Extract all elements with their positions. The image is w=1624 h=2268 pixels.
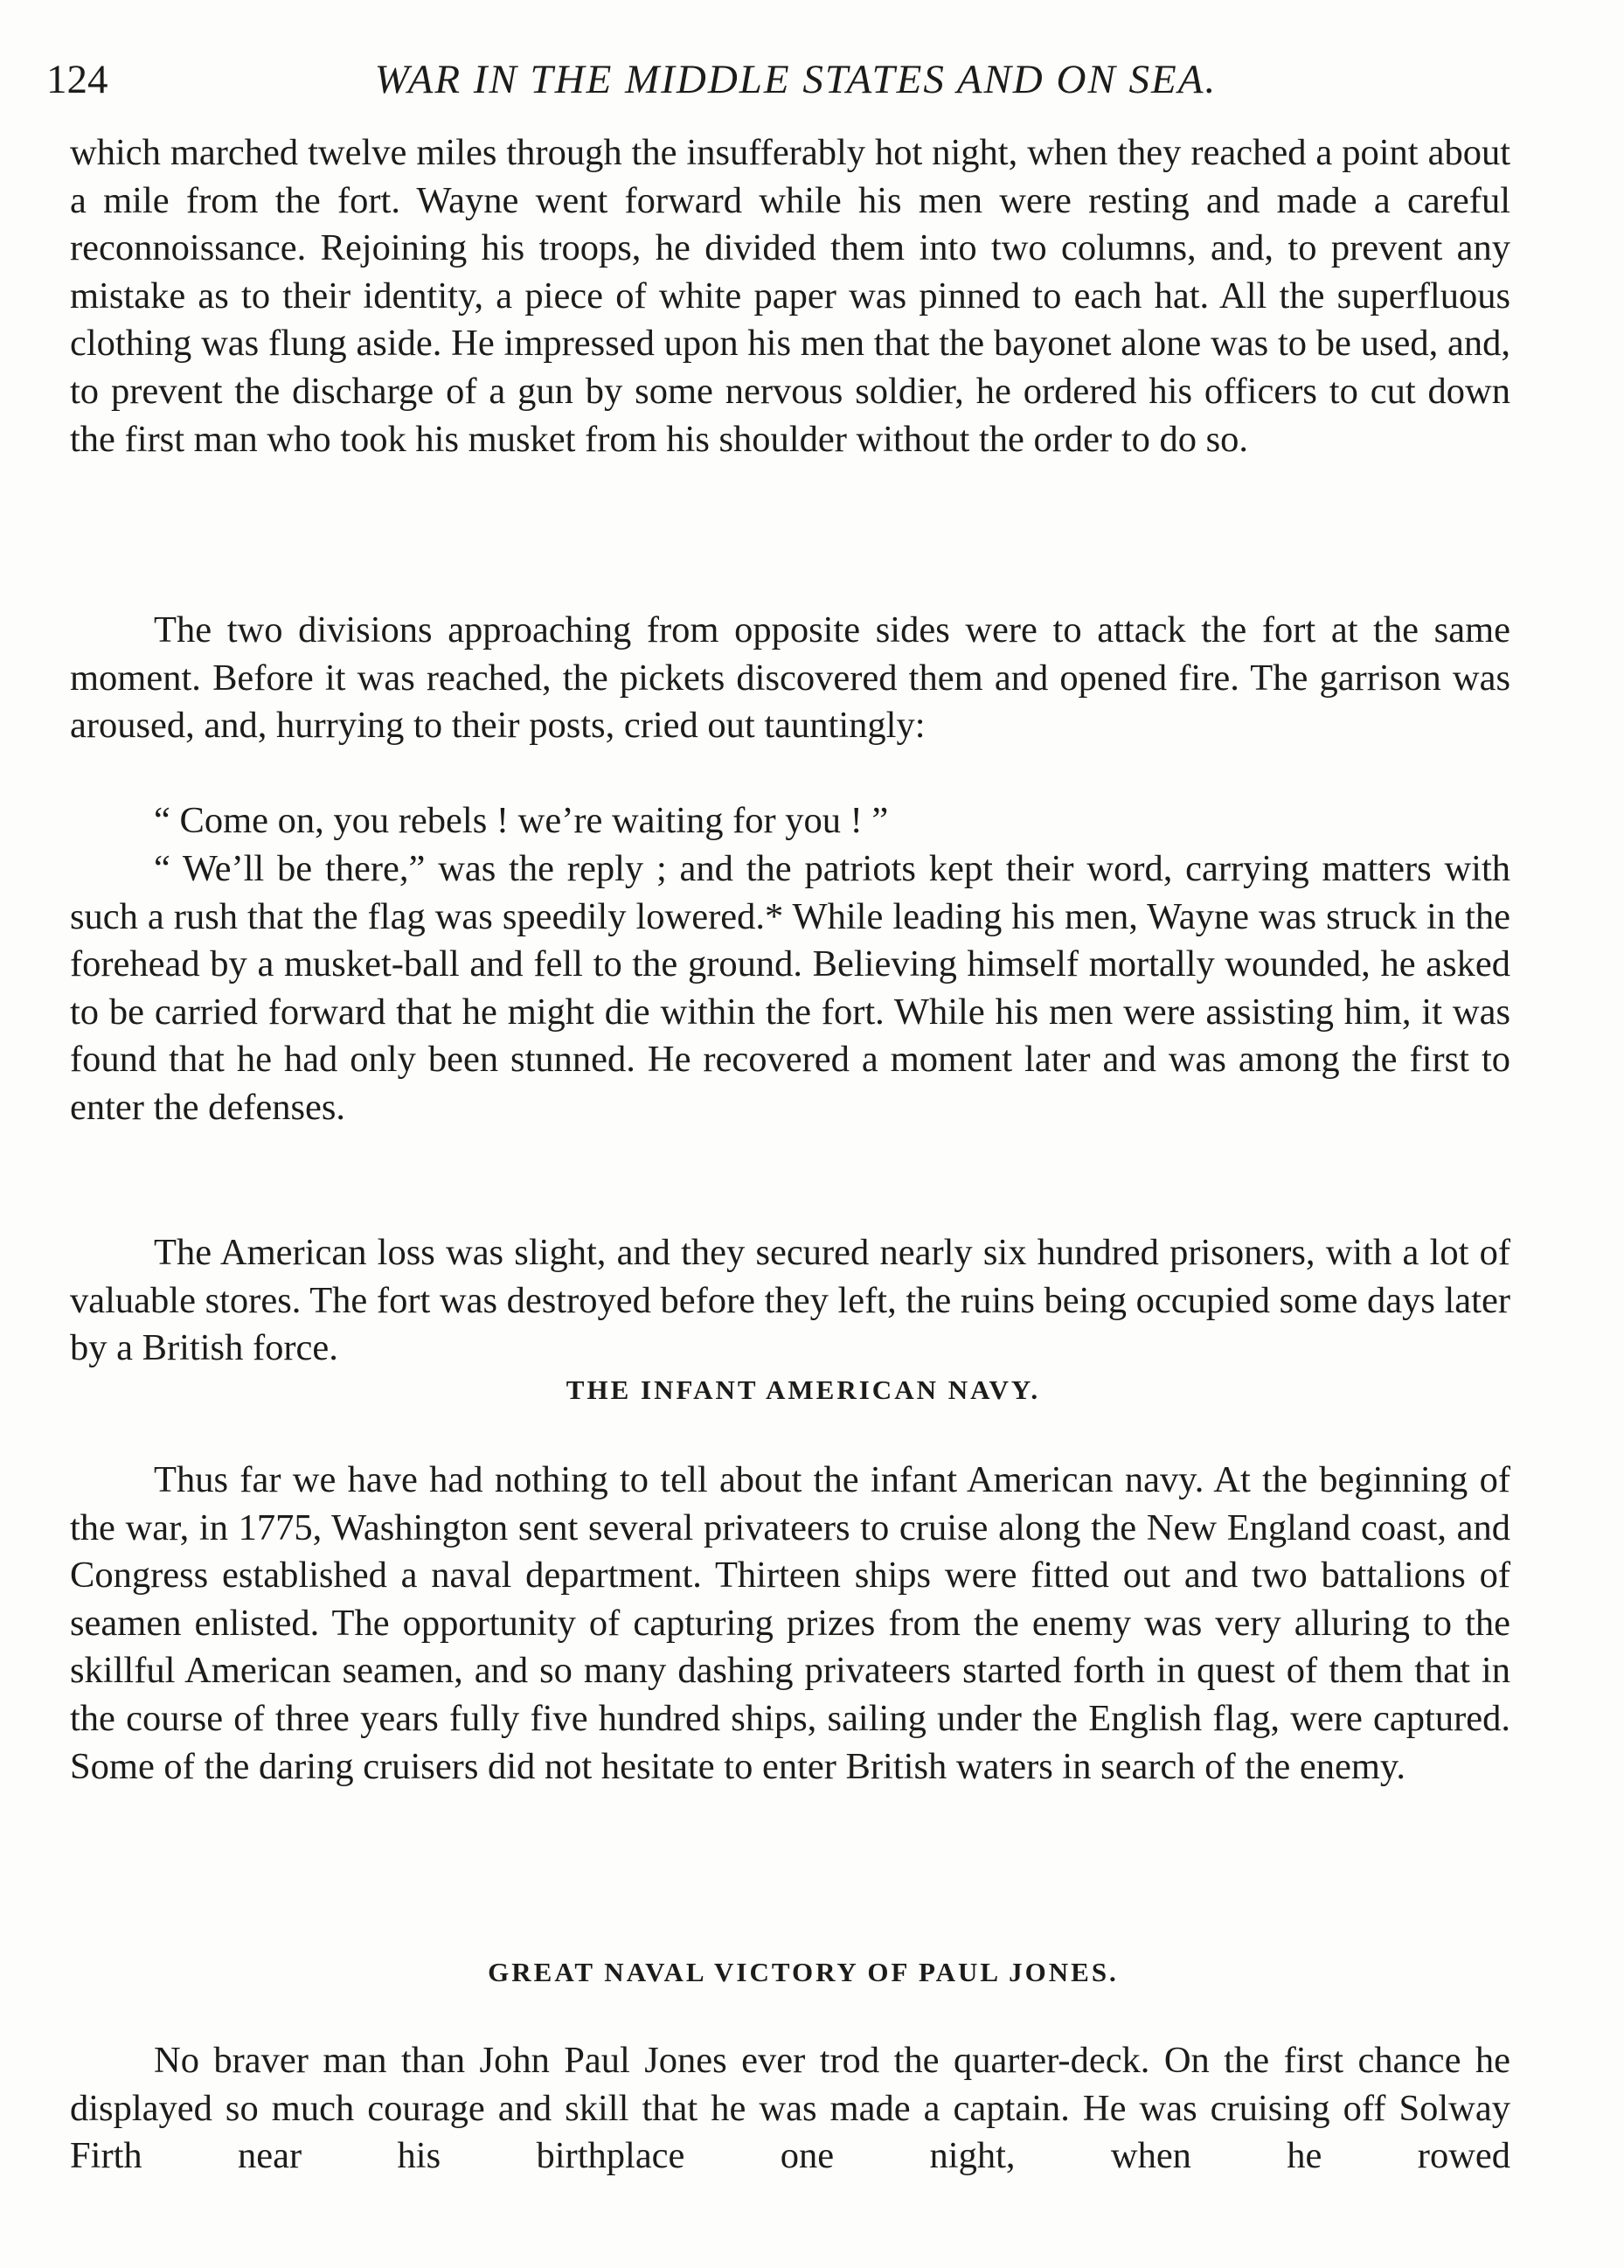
paragraph-divisions-attack: The two divisions approaching from opposite sides were to attack the fort at the same moment. Before it was reached, the pickets discovered them and opened fire. The garrison was aroused, and, hurrying to their posts, cried out tauntingly:: [70, 609, 1510, 747]
paragraph-infant-navy: Thus far we have had nothing to tell about the infant American navy. At the beginning of the war, in 1775, Washington sent several privateers to cruise along the New England coast, and Congress established a naval department. Thirteen ships were fitted out and two battalions of seamen enlisted. The opportunity of capturing prizes from the enemy was very alluring to the skillful American seamen, and so many dashing privateers started forth in quest of them that in the course of three years fully five hundred ships, sailing under the English flag, were captured. Some of the daring cruisers did not hesitate to enter British waters in search of the enemy.: [70, 1459, 1510, 1787]
paragraph-patriots-reply: “ We’ll be there,” was the reply ; and the patriots kept their word, carrying matters with such a rush that the flag was speedily lowered.* While leading his men, Wayne was struck in the forehead by a musket-ball and fell to the ground. Believing himself mortally wounded, he asked to be carried forward that he might die within the fort. While his men were assisting him, it was found that he had only been stunned. He recovered a moment later and was among the first to enter the defenses.: [70, 848, 1510, 1128]
section-heading-infant-navy: THE INFANT AMERICAN NAVY.: [566, 1374, 1041, 1405]
paragraph-paul-jones: No braver man than John Paul Jones ever trod the quarter-deck. On the first chance he displayed so much courage and skill that he was made a captain. He was cruising off Solway Firth near his birthplace one night, when he rowed: [70, 2040, 1510, 2177]
paragraph-garrison-taunt: “ Come on, you rebels ! we’re waiting for you ! ”: [154, 800, 889, 841]
page-number: 124: [46, 57, 108, 102]
running-title: WAR IN THE MIDDLE STATES AND ON SEA.: [374, 57, 1218, 102]
paragraph-american-loss: The American loss was slight, and they secured nearly six hundred prisoners, with a lot of valuable stores. The fort was destroyed before they left, the ruins being occupied some days later by a British force.: [70, 1232, 1510, 1369]
section-heading-paul-jones: GREAT NAVAL VICTORY OF PAUL JONES.: [488, 1957, 1119, 1987]
running-head: [46, 49, 1510, 110]
paragraph-wayne-approach: which marched twelve miles through the insufferably hot night, when they reached a point about a mile from the fort. Wayne went forward while his men were resting and made a careful reconnoissance. Rejoining his troops, he divided them into two columns, and, to prevent any mistake as to their identity, a piece of white paper was pinned to each hat. All the superfluous clothing was flung aside. He impressed upon his men that the bayonet alone was to be used, and, to prevent the discharge of a gun by some nervous soldier, he ordered his officers to cut down the first man who took his musket from his shoulder without the order to do so.: [70, 132, 1510, 460]
